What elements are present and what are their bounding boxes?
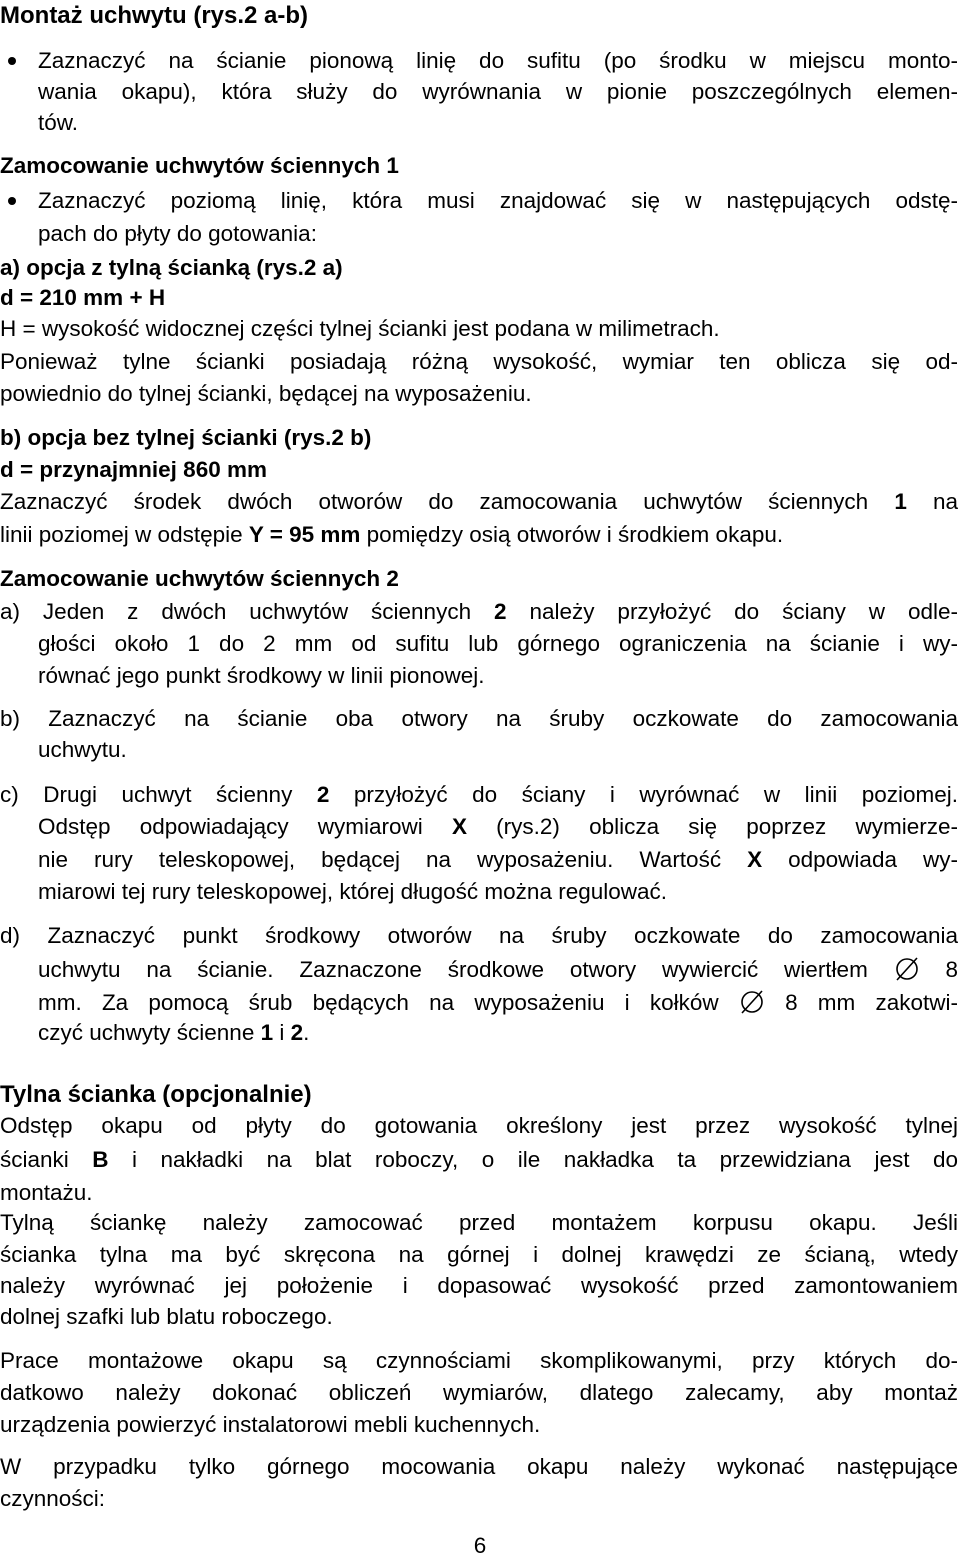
back-panel-p1-line2: ścianki B i nakładki na blat roboczy, o ile nakładka ta przewidziana jest do (0, 1147, 958, 1172)
back-panel-p2-line2: ścianka tylna ma być skręcona na górnej i dolnej krawędzi ze ścianą, wtedy (0, 1242, 958, 1267)
back-panel-p4-line2: czynności: (0, 1486, 106, 1511)
step-a-line3: równać jego punkt środkowy w linii pionowej. (38, 663, 485, 688)
option-b-line1: Zaznaczyć środek dwóch otworów do zamocowania uchwytów ściennych 1 na (0, 489, 958, 514)
back-panel-p3-line3: urządzenia powierzyć instalatorowi mebli kuchennych. (0, 1412, 541, 1437)
option-b-title: b) opcja bez tylnej ścianki (rys.2 b) (0, 425, 372, 450)
back-panel-p3-line2: datkowo należy dokonać obliczeń wymiarów, dlatego zalecamy, aby montaż (0, 1380, 958, 1405)
step-c-line2: Odstęp odpowiadający wymiarowi X (rys.2) oblicza się poprzez wymierze- (38, 814, 958, 839)
option-b-formula: d = przynajmniej 860 mm (0, 457, 267, 482)
back-panel-p3-line1: Prace montażowe okapu są czynnościami skomplikowanymi, przy których do- (0, 1348, 958, 1373)
back-panel-p2-line3: należy wyrównać jej położenie i dopasować wysokość przed zamontowaniem (0, 1273, 958, 1298)
section-heading-mount: Montaż uchwytu (rys.2 a-b) (0, 2, 309, 29)
section-title-back-panel: Tylna ścianka (opcjonalnie) (0, 1081, 312, 1108)
option-b-line2: linii poziomej w odstępie Y = 95 mm pomiędzy osią otworów i środkiem okapu. (0, 522, 784, 547)
section-title-wall-brackets-1: Zamocowanie uchwytów ściennych 1 (0, 153, 399, 178)
bullet2-line1: Zaznaczyć poziomą linię, która musi znajdować się w następujących odstę- (38, 188, 958, 213)
option-a-h-definition: H = wysokość widocznej części tylnej ścianki jest podana w milimetrach. (0, 316, 720, 341)
step-b-line1: b) Zaznaczyć na ścianie oba otwory na śruby oczkowate do zamocowania (0, 706, 958, 731)
bullet-dot (8, 57, 16, 65)
step-d-line1: d) Zaznaczyć punkt środkowy otworów na śruby oczkowate do zamocowania (0, 923, 958, 948)
back-panel-p2-line1: Tylną ściankę należy zamocować przed montażem korpusu okapu. Jeśli (0, 1210, 958, 1235)
bullet1-line3: tów. (38, 110, 79, 135)
step-d-line4: czyć uchwyty ścienne 1 i 2. (38, 1020, 310, 1045)
option-a-formula: d = 210 mm + H (0, 285, 166, 310)
step-b-line2: uchwytu. (38, 737, 127, 762)
option-a-title: a) opcja z tylną ścianką (rys.2 a) (0, 255, 343, 280)
option-a-note-line1: Ponieważ tylne ścianki posiadają różną wysokość, wymiar ten oblicza się od- (0, 349, 958, 374)
step-a-line1: a) Jeden z dwóch uchwytów ściennych 2 należy przyłożyć do ściany w odle- (0, 599, 958, 624)
step-c-line1: c) Drugi uchwyt ścienny 2 przyłożyć do ściany i wyrównać w linii poziomej. (0, 782, 958, 807)
back-panel-p2-line4: dolnej szafki lub blatu roboczego. (0, 1304, 333, 1329)
back-panel-p1-line3: montażu. (0, 1180, 93, 1205)
section-title-wall-brackets-2: Zamocowanie uchwytów ściennych 2 (0, 566, 399, 591)
back-panel-p1-line1: Odstęp okapu od płyty do gotowania określony jest przez wysokość tylnej (0, 1113, 958, 1138)
step-a-line2: głości około 1 do 2 mm od sufitu lub górnego ograniczenia na ścianie i wy- (38, 631, 958, 656)
step-d-line3: mm. Za pomocą śrub będących na wyposażeniu i kołków 8 mm zakotwi- (38, 990, 958, 1015)
diameter-icon (739, 990, 765, 1014)
step-c-line4: miarowi tej rury teleskopowej, której długość można regulować. (38, 879, 668, 904)
step-c-line3: nie rury teleskopowej, będącej na wyposażeniu. Wartość X odpowiada wy- (38, 847, 958, 872)
diameter-icon (894, 957, 920, 981)
bullet2-line2: pach do płyty do gotowania: (38, 221, 317, 246)
page-number: 6 (473, 1533, 487, 1558)
step-d-line2: uchwytu na ścianie. Zaznaczone środkowe otwory wywiercić wiertłem 8 (38, 957, 958, 982)
bullet-dot (8, 197, 16, 205)
option-a-note-line2: powiednio do tylnej ścianki, będącej na wyposażeniu. (0, 381, 532, 406)
bullet1-line2: wania okapu), która służy do wyrównania w pionie poszczególnych elemen- (38, 79, 958, 104)
back-panel-p4-line1: W przypadku tylko górnego mocowania okapu należy wykonać następujące (0, 1454, 958, 1479)
bullet1-line1: Zaznaczyć na ścianie pionową linię do sufitu (po środku w miejscu monto- (38, 48, 958, 73)
